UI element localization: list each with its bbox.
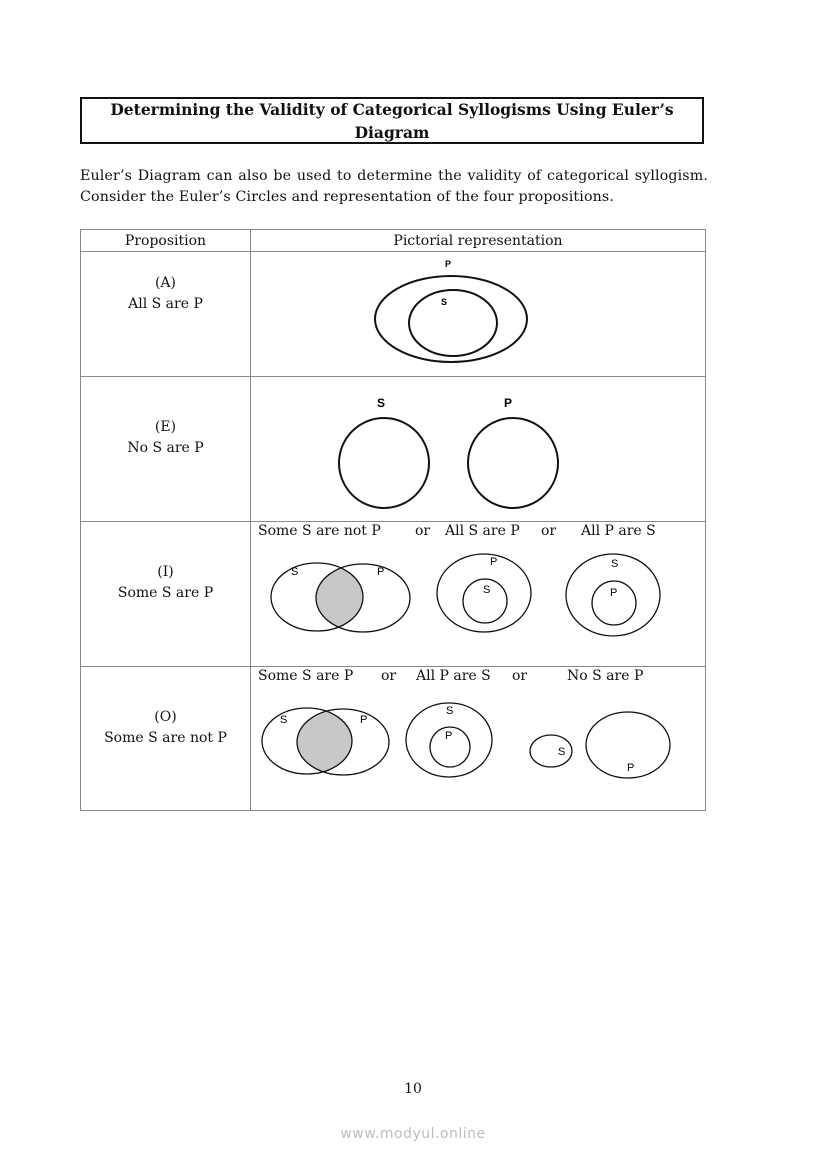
caption-or: or — [541, 523, 557, 539]
table-row — [81, 377, 706, 522]
circle-s — [409, 290, 497, 356]
proposition-statement: Some S are P — [117, 585, 214, 601]
caption-or: or — [512, 668, 528, 684]
circle-s — [339, 418, 429, 508]
label-p: P — [445, 730, 453, 742]
pictorial-cell — [251, 377, 706, 522]
diagram-some-s-are-p — [251, 522, 706, 666]
heading-box — [80, 97, 704, 144]
label-p: P — [627, 762, 635, 774]
diagram-no-s-are-p — [251, 377, 706, 521]
diagram-all-s-are-p — [251, 252, 706, 376]
pictorial-cell — [251, 522, 706, 667]
proposition-code: (I) — [157, 564, 174, 580]
label-p: P — [445, 259, 452, 269]
caption-option-3: All P are S — [581, 523, 656, 539]
label-s: S — [558, 746, 566, 758]
proposition-statement: No S are P — [127, 440, 204, 456]
table-row — [81, 522, 706, 667]
diagram-some-s-are-not-p — [251, 667, 706, 810]
proposition-statement: Some S are not P — [104, 730, 227, 746]
proposition-cell — [81, 377, 251, 522]
label-s: S — [611, 558, 619, 570]
label-s: S — [280, 714, 288, 726]
proposition-code: (O) — [154, 709, 177, 725]
circle-p — [468, 418, 558, 508]
caption-or: or — [381, 668, 397, 684]
header-proposition: Proposition — [81, 230, 251, 252]
label-s: S — [291, 566, 299, 578]
propositions-table — [80, 229, 706, 811]
circle-s — [530, 735, 572, 767]
caption-or: or — [415, 523, 431, 539]
label-p: P — [377, 566, 385, 578]
label-s: S — [483, 584, 491, 596]
table-row — [81, 252, 706, 377]
caption-option-2: All S are P — [445, 523, 520, 539]
caption-option-1: Some S are not P — [258, 523, 381, 539]
label-p: P — [504, 396, 513, 410]
proposition-cell — [81, 522, 251, 667]
header-pictorial: Pictorial representation — [251, 230, 706, 252]
circle-p — [375, 276, 527, 362]
proposition-code: (E) — [154, 419, 177, 435]
caption-option-2: All P are S — [416, 668, 491, 684]
caption-option-1: Some S are P — [258, 668, 354, 684]
label-s: S — [377, 396, 386, 410]
proposition-statement: All S are P — [128, 296, 203, 312]
table-row — [81, 667, 706, 811]
label-p: P — [360, 714, 368, 726]
page-number: 10 — [404, 1081, 422, 1097]
intro-paragraph: Euler’s Diagram can also be used to determine the validity of categorical syllogism. Consider the Euler’s Circles and representation of the four propositions. — [80, 168, 708, 205]
table-header-row — [81, 230, 706, 252]
proposition-cell — [81, 667, 251, 811]
pictorial-cell — [251, 252, 706, 377]
label-s: S — [446, 705, 454, 717]
page-heading: Determining the Validity of Categorical Syllogisms Using Euler’s Diagram — [110, 99, 674, 142]
proposition-code: (A) — [154, 275, 177, 291]
pictorial-cell — [251, 667, 706, 811]
proposition-cell — [81, 252, 251, 377]
label-p: P — [490, 556, 498, 568]
watermark: www.modyul.online — [340, 1126, 486, 1142]
label-s: S — [441, 297, 448, 307]
caption-option-3: No S are P — [567, 668, 644, 684]
label-p: P — [610, 587, 618, 599]
